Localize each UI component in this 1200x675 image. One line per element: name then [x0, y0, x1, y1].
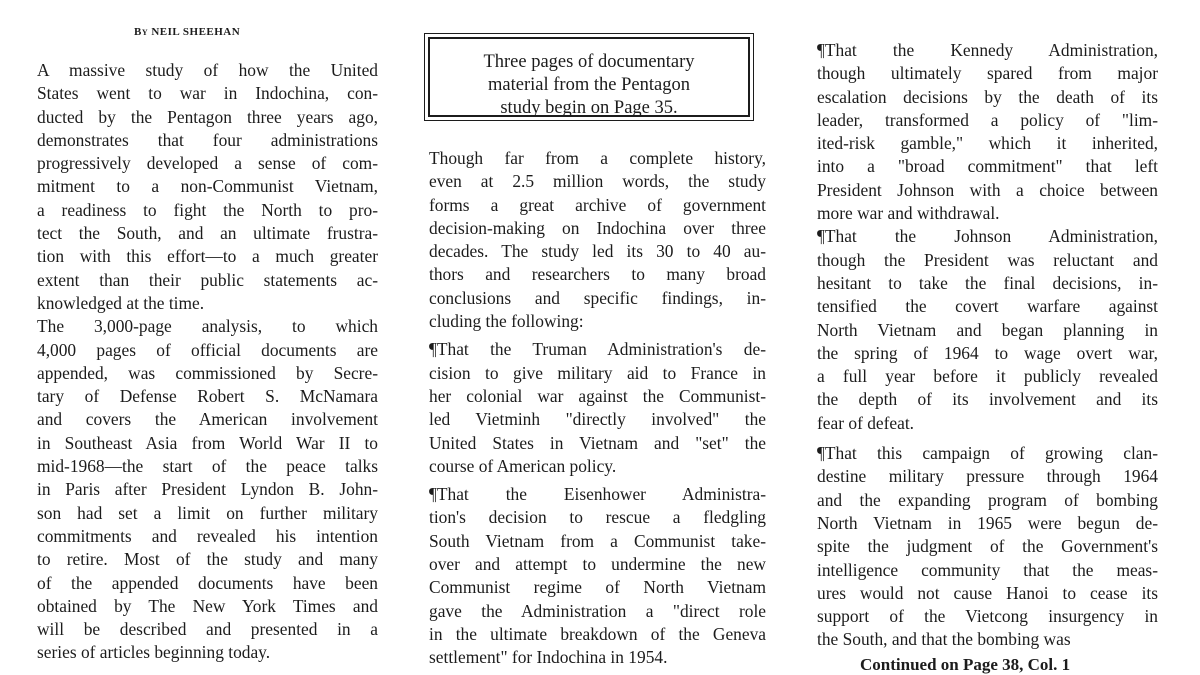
text-line: tary of Defense Robert S. McNamara [37, 386, 378, 407]
boxed-notice-line: Three pages of documentary [483, 52, 695, 72]
text-line: The 3,000-page analysis, to which [37, 316, 378, 337]
text-line: led Vietminh "directly involved" the [429, 409, 766, 430]
text-line: son had set a limit on further military [37, 502, 378, 523]
text-line: tect the South, and an ultimate frustra- [37, 223, 378, 244]
text-line: A massive study of how the United [37, 60, 378, 80]
text-line: knowledged at the time. [37, 292, 205, 313]
text-line: ¶That the Johnson Administration, [817, 226, 1158, 247]
text-line: hesitant to take the final decisions, in- [817, 272, 1158, 293]
text-line: decades. The study led its 30 to 40 au- [429, 241, 766, 262]
text-line: and covers the American involvement [37, 409, 378, 430]
text-line: fear of defeat. [817, 412, 915, 433]
text-line: ures would not cause Hanoi to cease its [817, 582, 1158, 603]
text-line: mid-1968—the start of the peace talks [37, 456, 378, 477]
text-line: ¶That the Eisenhower Administra- [429, 484, 766, 505]
text-line: South Vietnam from a Communist take- [429, 530, 766, 551]
text-line: obtained by The New York Times and [37, 595, 378, 616]
text-line: though ultimately spared from major [817, 63, 1158, 84]
text-line: commitments and revealed his intention [37, 525, 378, 546]
paragraph [817, 442, 1158, 652]
text-line: course of American policy. [429, 455, 617, 476]
text-line: support of the Vietcong insurgency in [817, 606, 1158, 627]
text-line: progressively developed a sense of com- [37, 153, 378, 174]
text-line: President Johnson with a choice between [817, 179, 1158, 200]
text-line: and the expanding program of bombing [817, 489, 1158, 510]
text-line: tensified the covert warfare against [817, 296, 1158, 317]
article-column-1 [37, 59, 378, 665]
boxed-notice-line: study begin on Page 35. [500, 98, 678, 118]
paragraph-gap [817, 435, 1158, 442]
text-line: States went to war in Indochina, con- [37, 83, 378, 104]
text-line: decision-making on Indochina over three [429, 217, 766, 238]
text-line: intelligence community that the meas- [817, 559, 1158, 580]
text-line: the depth of its involvement and its [817, 389, 1158, 410]
text-line: over and attempt to undermine the new [429, 554, 766, 575]
text-line: gave the Administration a "direct role [429, 600, 766, 621]
boxed-notice [428, 37, 750, 117]
text-line: ited-risk gamble," which it inherited, [817, 133, 1158, 154]
text-line: demonstrates that four administrations [37, 129, 378, 150]
text-line: Though far from a complete history, [429, 148, 766, 168]
text-line: tion with this effort—to a much greater [37, 246, 378, 267]
text-line: settlement" for Indochina in 1954. [429, 647, 668, 668]
text-line: forms a great archive of government [429, 194, 766, 215]
text-line: in Southeast Asia from World War II to [37, 432, 378, 453]
text-line: in the ultimate breakdown of the Geneva [429, 623, 766, 644]
text-line: Communist regime of North Vietnam [429, 577, 766, 598]
text-line: North Vietnam and began planning in [817, 319, 1158, 340]
article-column-2 [429, 147, 766, 670]
text-line: extent than their public statements ac- [37, 269, 378, 290]
text-line: the spring of 1964 to wage overt war, [817, 342, 1158, 363]
text-line: in Paris after President Lyndon B. John- [37, 479, 378, 500]
paragraph [37, 315, 378, 664]
text-line: more war and withdrawal. [817, 203, 1000, 224]
text-line: into a "broad commitment" that left [817, 156, 1158, 177]
text-line: ducted by the Pentagon three years ago, [37, 106, 378, 127]
text-line: her colonial war against the Communist- [429, 385, 766, 406]
text-line: series of articles beginning today. [37, 642, 271, 663]
paragraph [429, 483, 766, 669]
article-column-3 [817, 39, 1158, 652]
text-line: mitment to a non-Communist Vietnam, [37, 176, 378, 197]
text-line: a readiness to fight the North to pro- [37, 199, 378, 220]
paragraph [429, 338, 766, 478]
text-line: will be described and presented in a [37, 619, 378, 640]
text-line: the South, and that the bombing was [817, 629, 1071, 650]
continued-notice: Continued on Page 38, Col. 1 [860, 655, 1071, 674]
text-line: cision to give military aid to France in [429, 362, 766, 383]
paragraph [429, 147, 766, 333]
text-line: United States in Vietnam and "set" the [429, 432, 766, 453]
text-line: conclusions and specific findings, in- [429, 287, 766, 308]
text-line: leader, transformed a policy of "lim- [817, 109, 1158, 130]
paragraph [37, 59, 378, 315]
text-line: of the appended documents have been [37, 572, 378, 593]
byline: By NEIL SHEEHAN [134, 26, 241, 38]
text-line: though the President was reluctant and [817, 249, 1158, 270]
text-line: even at 2.5 million words, the study [429, 171, 766, 192]
text-line: a full year before it publicly revealed [817, 366, 1158, 387]
text-line: appended, was commissioned by Secre- [37, 362, 378, 383]
text-line: spite the judgment of the Government's [817, 536, 1158, 557]
text-line: to retire. Most of the study and many [37, 549, 378, 570]
text-line: ¶That the Truman Administration's de- [429, 339, 766, 360]
text-line: ¶That this campaign of growing clan- [817, 443, 1158, 464]
boxed-notice-line: material from the Pentagon [488, 75, 690, 95]
text-line: North Vietnam in 1965 were begun de- [817, 512, 1158, 533]
text-line: ¶That the Kennedy Administration, [817, 40, 1158, 60]
text-line: destine military pressure through 1964 [817, 466, 1158, 487]
text-line: cluding the following: [429, 311, 584, 332]
paragraph [817, 225, 1158, 435]
text-line: 4,000 pages of official documents are [37, 339, 378, 360]
text-line: escalation decisions by the death of its [817, 86, 1158, 107]
text-line: tion's decision to rescue a fledgling [429, 507, 766, 528]
paragraph [817, 39, 1158, 225]
text-line: thors and researchers to many broad [429, 264, 766, 285]
